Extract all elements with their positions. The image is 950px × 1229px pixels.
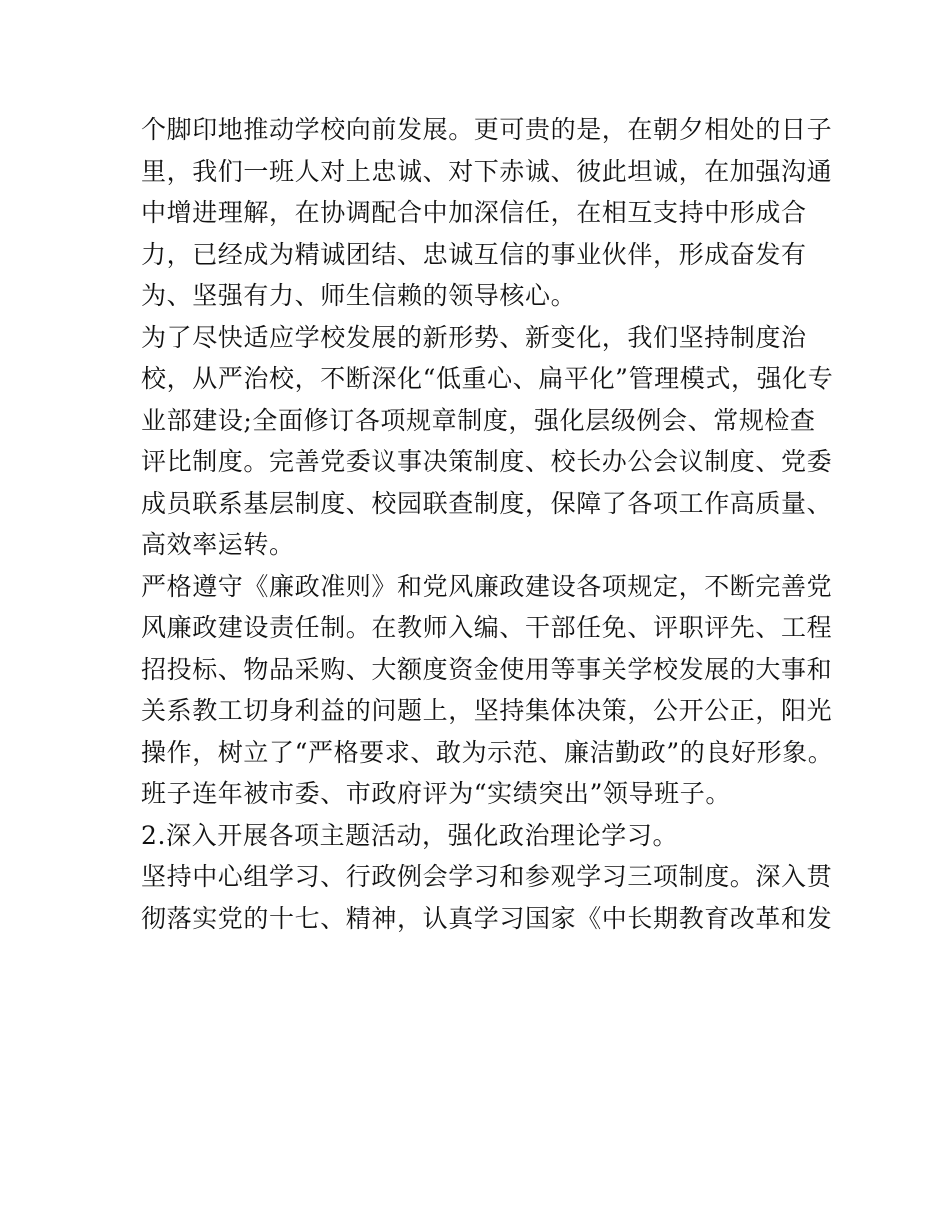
text-line: 风廉政建设责任制。在教师入编、干部任免、评职评先、工程 xyxy=(141,613,833,642)
text-line: 彻落实党的十七、精神，认真学习国家《中长期教育改革和发 xyxy=(141,903,833,933)
text-line: 严格遵守《廉政准则》和党风廉政建设各项规定，不断完善党 xyxy=(141,571,833,601)
text-line: 评比制度。完善党委议事决策制度、校长办公会议制度、党委 xyxy=(141,447,833,476)
text-line: 力，已经成为精诚团结、忠诚互信的事业伙伴，形成奋发有 xyxy=(141,239,807,269)
text-line: 招投标、物品采购、大额度资金使用等事关学校发展的大事和 xyxy=(141,654,833,684)
text-line: 关系教工切身利益的问题上，坚持集体决策，公开公正，阳光 xyxy=(141,696,833,725)
text-line: 操作，树立了“严格要求、敢为示范、廉洁勤政”的良好形象。 xyxy=(141,737,834,767)
text-line: 为、坚强有力、师生信赖的领导核心。 xyxy=(141,281,577,310)
text-line: 中增进理解，在协调配合中加深信任，在相互支持中形成合 xyxy=(141,198,807,227)
text-line: 坚持中心组学习、行政例会学习和参观学习三项制度。深入贯 xyxy=(141,862,833,891)
text-line: 里，我们一班人对上忠诚、对下赤诚、彼此坦诚，在加强沟通 xyxy=(141,156,833,186)
section-heading: 2.深入开展各项主题活动，强化政治理论学习。 xyxy=(141,820,679,850)
text-line: 个脚印地推动学校向前发展。更可贵的是，在朝夕相处的日子 xyxy=(141,115,833,144)
body-text xyxy=(141,109,834,939)
text-line: 班子连年被市委、市政府评为“实绩突出”领导班子。 xyxy=(141,779,731,808)
text-line: 业部建设;全面修订各项规章制度，强化层级例会、常规检查 xyxy=(141,405,816,435)
text-line: 校，从严治校，不断深化“低重心、扁平化”管理模式，强化专 xyxy=(141,364,834,393)
text-line: 成员联系基层制度、校园联查制度，保障了各项工作高质量、 xyxy=(141,488,833,518)
text-line: 高效率运转。 xyxy=(141,530,295,559)
text-line: 为了尽快适应学校发展的新形势、新变化，我们坚持制度治 xyxy=(141,322,807,352)
